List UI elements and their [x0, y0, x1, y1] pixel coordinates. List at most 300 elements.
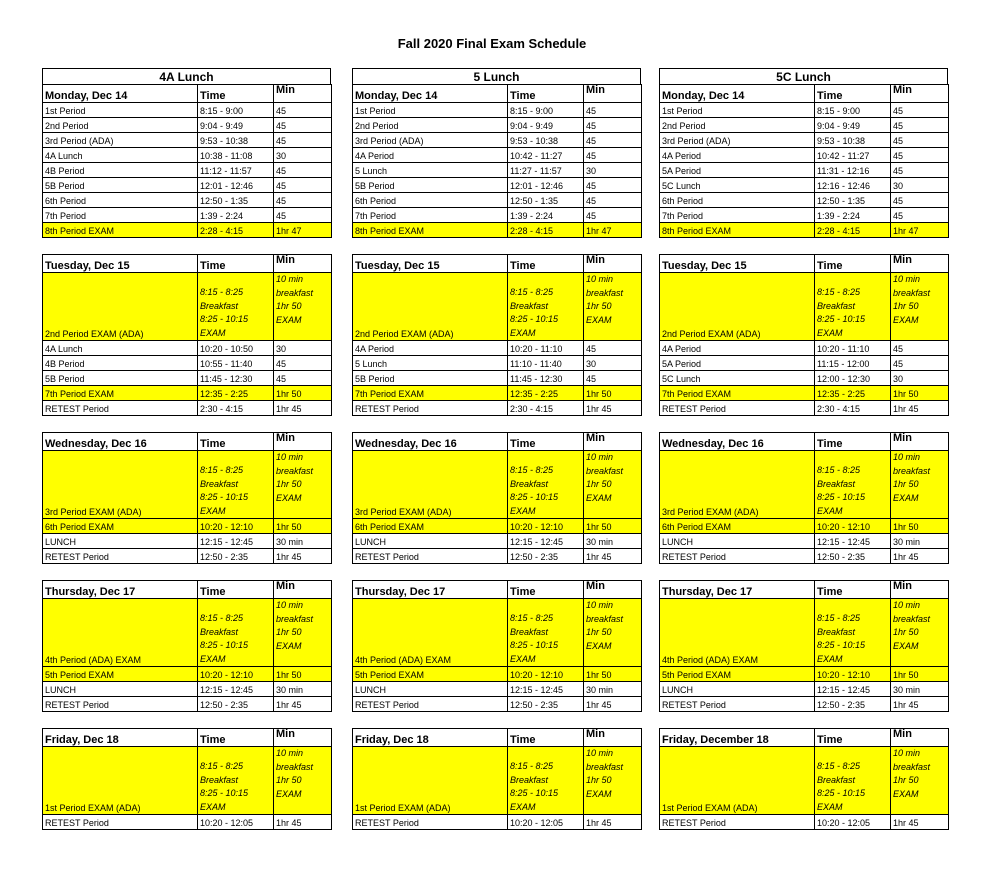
- period-time: 2:30 - 4:15: [815, 401, 891, 416]
- period-name: 5B Period: [43, 178, 198, 193]
- period-name: 3rd Period (ADA): [43, 133, 198, 148]
- table-row: [43, 534, 332, 549]
- time-column-label: Time: [198, 433, 274, 451]
- exam-minutes: 10 min breakfast 1hr 50 EXAM: [584, 273, 642, 341]
- day-header-row: [353, 85, 642, 103]
- min-column-label: Min: [274, 729, 332, 747]
- period-time: 12:15 - 12:45: [198, 682, 274, 697]
- period-time: 10:20 - 12:10: [508, 519, 584, 534]
- table-row: [353, 815, 642, 830]
- table-row: [660, 223, 949, 238]
- period-minutes: 45: [584, 118, 642, 133]
- min-column-label: Min: [584, 433, 642, 451]
- period-minutes: 45: [584, 103, 642, 118]
- spacer-cell: [660, 712, 949, 729]
- period-time: 12:15 - 12:45: [198, 534, 274, 549]
- day-header-row: [43, 729, 332, 747]
- day-header-row: [353, 581, 642, 599]
- schedule-5-lunch: [352, 68, 641, 830]
- exam-row: [660, 273, 949, 341]
- period-minutes: 45: [274, 178, 332, 193]
- period-time: 12:50 - 2:35: [508, 549, 584, 564]
- period-minutes: 1hr 45: [274, 549, 332, 564]
- spacer-cell: [660, 564, 949, 581]
- day-label: Thursday, Dec 17: [660, 581, 815, 599]
- period-minutes: 1hr 45: [891, 549, 949, 564]
- min-column-label: Min: [584, 581, 642, 599]
- period-time: 10:20 - 12:05: [815, 815, 891, 830]
- table-row: [660, 682, 949, 697]
- period-name: 7th Period: [660, 208, 815, 223]
- period-minutes: 30 min: [891, 534, 949, 549]
- day-header-row: [660, 581, 949, 599]
- period-time: 10:20 - 12:05: [508, 815, 584, 830]
- period-name: 7th Period: [43, 208, 198, 223]
- exam-time: 8:15 - 8:25 Breakfast 8:25 - 10:15 EXAM: [815, 599, 891, 667]
- period-name: LUNCH: [660, 682, 815, 697]
- period-time: 8:15 - 9:00: [815, 103, 891, 118]
- period-minutes: 45: [274, 103, 332, 118]
- spacer-row: [43, 416, 332, 433]
- min-column-label: Min: [584, 255, 642, 273]
- table-row: [660, 667, 949, 682]
- spacer-row: [43, 238, 332, 255]
- period-minutes: 1hr 47: [274, 223, 332, 238]
- table-row: [353, 103, 642, 118]
- table-row: [353, 341, 642, 356]
- period-name: 4A Period: [660, 341, 815, 356]
- table-row: [43, 386, 332, 401]
- spacer-cell: [43, 564, 332, 581]
- table-row: [353, 163, 642, 178]
- table-row: [353, 133, 642, 148]
- period-time: 10:38 - 11:08: [198, 148, 274, 163]
- period-time: 9:04 - 9:49: [198, 118, 274, 133]
- period-time: 9:53 - 10:38: [815, 133, 891, 148]
- period-name: 5th Period EXAM: [353, 667, 508, 682]
- table-row: [353, 371, 642, 386]
- exam-minutes: 10 min breakfast 1hr 50 EXAM: [274, 747, 332, 815]
- min-column-label: Min: [891, 255, 949, 273]
- period-time: 2:28 - 4:15: [815, 223, 891, 238]
- table-row: [43, 163, 332, 178]
- period-minutes: 30 min: [274, 682, 332, 697]
- period-minutes: 1hr 45: [584, 549, 642, 564]
- spacer-row: [353, 416, 642, 433]
- spacer-cell: [353, 712, 642, 729]
- exam-row: [353, 273, 642, 341]
- exam-minutes: 10 min breakfast 1hr 50 EXAM: [891, 599, 949, 667]
- spacer-cell: [43, 238, 332, 255]
- period-minutes: 1hr 45: [891, 401, 949, 416]
- time-column-label: Time: [198, 85, 274, 103]
- exam-minutes: 10 min breakfast 1hr 50 EXAM: [891, 273, 949, 341]
- period-minutes: 1hr 50: [274, 519, 332, 534]
- period-name: 4A Period: [353, 341, 508, 356]
- schedule-header: 4A Lunch: [42, 68, 331, 84]
- table-row: [660, 401, 949, 416]
- period-name: 2nd Period: [353, 118, 508, 133]
- table-row: [353, 208, 642, 223]
- exam-row: [43, 451, 332, 519]
- table-row: [43, 103, 332, 118]
- spacer-row: [353, 238, 642, 255]
- period-name: RETEST Period: [353, 697, 508, 712]
- period-time: 12:35 - 2:25: [198, 386, 274, 401]
- min-column-label: Min: [584, 729, 642, 747]
- period-name: 5 Lunch: [353, 163, 508, 178]
- day-header-row: [43, 85, 332, 103]
- period-time: 12:15 - 12:45: [508, 534, 584, 549]
- day-label: Monday, Dec 14: [353, 85, 508, 103]
- day-label: Thursday, Dec 17: [43, 581, 198, 599]
- period-time: 11:15 - 12:00: [815, 356, 891, 371]
- exam-period: 4th Period (ADA) EXAM: [660, 599, 815, 667]
- period-time: 12:35 - 2:25: [508, 386, 584, 401]
- table-row: [353, 697, 642, 712]
- day-label: Friday, December 18: [660, 729, 815, 747]
- period-time: 1:39 - 2:24: [815, 208, 891, 223]
- exam-period: 3rd Period EXAM (ADA): [43, 451, 198, 519]
- period-minutes: 45: [584, 133, 642, 148]
- day-header-row: [43, 433, 332, 451]
- period-minutes: 30: [584, 356, 642, 371]
- period-name: RETEST Period: [660, 401, 815, 416]
- period-time: 2:30 - 4:15: [508, 401, 584, 416]
- period-name: 6th Period: [43, 193, 198, 208]
- period-name: LUNCH: [43, 682, 198, 697]
- period-minutes: 1hr 45: [274, 697, 332, 712]
- spacer-cell: [660, 238, 949, 255]
- spacer-cell: [353, 564, 642, 581]
- period-time: 2:30 - 4:15: [198, 401, 274, 416]
- period-time: 10:42 - 11:27: [508, 148, 584, 163]
- table-row: [353, 223, 642, 238]
- day-label: Tuesday, Dec 15: [43, 255, 198, 273]
- period-name: 2nd Period: [43, 118, 198, 133]
- period-time: 9:53 - 10:38: [508, 133, 584, 148]
- period-time: 12:35 - 2:25: [815, 386, 891, 401]
- exam-time: 8:15 - 8:25 Breakfast 8:25 - 10:15 EXAM: [815, 273, 891, 341]
- period-name: RETEST Period: [660, 815, 815, 830]
- period-time: 11:12 - 11:57: [198, 163, 274, 178]
- table-row: [660, 208, 949, 223]
- period-name: RETEST Period: [43, 815, 198, 830]
- period-minutes: 30: [274, 148, 332, 163]
- exam-minutes: 10 min breakfast 1hr 50 EXAM: [891, 451, 949, 519]
- table-row: [660, 386, 949, 401]
- period-time: 10:20 - 12:10: [815, 667, 891, 682]
- period-time: 9:53 - 10:38: [198, 133, 274, 148]
- period-minutes: 1hr 45: [274, 815, 332, 830]
- day-label: Friday, Dec 18: [353, 729, 508, 747]
- exam-time: 8:15 - 8:25 Breakfast 8:25 - 10:15 EXAM: [508, 747, 584, 815]
- table-row: [353, 356, 642, 371]
- period-time: 2:28 - 4:15: [508, 223, 584, 238]
- period-minutes: 45: [891, 193, 949, 208]
- period-name: RETEST Period: [353, 815, 508, 830]
- period-minutes: 1hr 47: [891, 223, 949, 238]
- period-time: 12:50 - 2:35: [815, 697, 891, 712]
- period-name: 5C Lunch: [660, 178, 815, 193]
- period-time: 8:15 - 9:00: [198, 103, 274, 118]
- day-label: Tuesday, Dec 15: [660, 255, 815, 273]
- table-row: [660, 178, 949, 193]
- table-row: [660, 133, 949, 148]
- time-column-label: Time: [198, 255, 274, 273]
- period-name: 5B Period: [353, 371, 508, 386]
- day-label: Tuesday, Dec 15: [353, 255, 508, 273]
- table-row: [43, 193, 332, 208]
- table-row: [353, 178, 642, 193]
- table-row: [660, 163, 949, 178]
- table-row: [353, 549, 642, 564]
- exam-minutes: 10 min breakfast 1hr 50 EXAM: [274, 451, 332, 519]
- period-name: 6th Period EXAM: [353, 519, 508, 534]
- table-row: [43, 401, 332, 416]
- period-minutes: 45: [891, 356, 949, 371]
- time-column-label: Time: [508, 729, 584, 747]
- exam-time: 8:15 - 8:25 Breakfast 8:25 - 10:15 EXAM: [198, 599, 274, 667]
- min-column-label: Min: [891, 433, 949, 451]
- period-time: 11:31 - 12:16: [815, 163, 891, 178]
- table-row: [43, 356, 332, 371]
- period-name: 4A Lunch: [43, 148, 198, 163]
- period-name: 7th Period EXAM: [43, 386, 198, 401]
- period-minutes: 1hr 50: [891, 667, 949, 682]
- exam-time: 8:15 - 8:25 Breakfast 8:25 - 10:15 EXAM: [815, 451, 891, 519]
- period-minutes: 1hr 50: [584, 386, 642, 401]
- exam-row: [353, 451, 642, 519]
- table-row: [353, 519, 642, 534]
- schedule-header: 5C Lunch: [659, 68, 948, 84]
- table-row: [660, 549, 949, 564]
- table-row: [43, 148, 332, 163]
- time-column-label: Time: [815, 581, 891, 599]
- exam-time: 8:15 - 8:25 Breakfast 8:25 - 10:15 EXAM: [815, 747, 891, 815]
- day-header-row: [353, 255, 642, 273]
- exam-row: [43, 273, 332, 341]
- time-column-label: Time: [508, 255, 584, 273]
- time-column-label: Time: [815, 85, 891, 103]
- period-minutes: 45: [584, 371, 642, 386]
- table-row: [660, 534, 949, 549]
- period-name: RETEST Period: [43, 549, 198, 564]
- period-minutes: 45: [891, 148, 949, 163]
- period-time: 12:50 - 2:35: [815, 549, 891, 564]
- period-name: 6th Period: [660, 193, 815, 208]
- min-column-label: Min: [891, 581, 949, 599]
- period-time: 10:42 - 11:27: [815, 148, 891, 163]
- exam-time: 8:15 - 8:25 Breakfast 8:25 - 10:15 EXAM: [198, 273, 274, 341]
- min-column-label: Min: [584, 85, 642, 103]
- period-name: 5 Lunch: [353, 356, 508, 371]
- exam-row: [353, 599, 642, 667]
- period-time: 10:55 - 11:40: [198, 356, 274, 371]
- period-time: 12:00 - 12:30: [815, 371, 891, 386]
- table-row: [353, 682, 642, 697]
- period-minutes: 45: [891, 341, 949, 356]
- time-column-label: Time: [815, 729, 891, 747]
- exam-time: 8:15 - 8:25 Breakfast 8:25 - 10:15 EXAM: [508, 599, 584, 667]
- table-row: [660, 815, 949, 830]
- exam-period: 1st Period EXAM (ADA): [353, 747, 508, 815]
- day-label: Monday, Dec 14: [43, 85, 198, 103]
- table-row: [660, 519, 949, 534]
- schedule-table: [659, 84, 949, 830]
- table-row: [660, 193, 949, 208]
- min-column-label: Min: [891, 729, 949, 747]
- period-name: 5th Period EXAM: [660, 667, 815, 682]
- period-time: 12:50 - 1:35: [815, 193, 891, 208]
- spacer-row: [660, 712, 949, 729]
- period-name: 8th Period EXAM: [43, 223, 198, 238]
- schedule-header: 5 Lunch: [352, 68, 641, 84]
- exam-period: 1st Period EXAM (ADA): [660, 747, 815, 815]
- exam-minutes: 10 min breakfast 1hr 50 EXAM: [891, 747, 949, 815]
- day-label: Thursday, Dec 17: [353, 581, 508, 599]
- period-time: 12:01 - 12:46: [198, 178, 274, 193]
- table-row: [353, 193, 642, 208]
- period-minutes: 45: [891, 163, 949, 178]
- period-time: 11:45 - 12:30: [198, 371, 274, 386]
- time-column-label: Time: [198, 729, 274, 747]
- day-label: Wednesday, Dec 16: [353, 433, 508, 451]
- period-time: 12:50 - 2:35: [198, 697, 274, 712]
- period-minutes: 30: [891, 371, 949, 386]
- day-label: Monday, Dec 14: [660, 85, 815, 103]
- period-minutes: 45: [584, 208, 642, 223]
- table-row: [660, 118, 949, 133]
- period-minutes: 45: [584, 178, 642, 193]
- period-name: 5A Period: [660, 356, 815, 371]
- period-time: 11:45 - 12:30: [508, 371, 584, 386]
- min-column-label: Min: [274, 85, 332, 103]
- period-time: 10:20 - 12:10: [815, 519, 891, 534]
- period-minutes: 45: [274, 356, 332, 371]
- period-name: 6th Period EXAM: [660, 519, 815, 534]
- period-name: 5A Period: [660, 163, 815, 178]
- period-minutes: 45: [274, 371, 332, 386]
- period-time: 10:20 - 12:10: [198, 519, 274, 534]
- table-row: [353, 148, 642, 163]
- period-minutes: 45: [891, 133, 949, 148]
- period-name: RETEST Period: [353, 401, 508, 416]
- day-header-row: [43, 581, 332, 599]
- period-time: 10:20 - 11:10: [815, 341, 891, 356]
- exam-time: 8:15 - 8:25 Breakfast 8:25 - 10:15 EXAM: [198, 747, 274, 815]
- exam-period: 1st Period EXAM (ADA): [43, 747, 198, 815]
- table-row: [43, 118, 332, 133]
- period-name: 4A Period: [353, 148, 508, 163]
- spacer-cell: [43, 712, 332, 729]
- time-column-label: Time: [815, 255, 891, 273]
- period-time: 10:20 - 12:05: [198, 815, 274, 830]
- period-name: 3rd Period (ADA): [660, 133, 815, 148]
- period-minutes: 45: [584, 341, 642, 356]
- spacer-row: [353, 712, 642, 729]
- time-column-label: Time: [508, 433, 584, 451]
- day-header-row: [660, 85, 949, 103]
- period-minutes: 1hr 50: [584, 667, 642, 682]
- time-column-label: Time: [508, 581, 584, 599]
- day-header-row: [43, 255, 332, 273]
- exam-row: [660, 747, 949, 815]
- exam-minutes: 10 min breakfast 1hr 50 EXAM: [584, 747, 642, 815]
- period-name: RETEST Period: [43, 401, 198, 416]
- period-name: 8th Period EXAM: [660, 223, 815, 238]
- period-time: 1:39 - 2:24: [198, 208, 274, 223]
- schedule-table: [352, 84, 642, 830]
- period-name: RETEST Period: [660, 549, 815, 564]
- period-name: 4B Period: [43, 163, 198, 178]
- period-time: 12:15 - 12:45: [815, 682, 891, 697]
- day-header-row: [660, 729, 949, 747]
- period-minutes: 30 min: [584, 682, 642, 697]
- day-header-row: [353, 433, 642, 451]
- period-minutes: 1hr 45: [584, 815, 642, 830]
- spacer-row: [353, 564, 642, 581]
- period-minutes: 1hr 50: [274, 386, 332, 401]
- table-row: [660, 371, 949, 386]
- period-time: 12:50 - 2:35: [198, 549, 274, 564]
- period-time: 12:01 - 12:46: [508, 178, 584, 193]
- table-row: [43, 341, 332, 356]
- table-row: [43, 223, 332, 238]
- period-time: 1:39 - 2:24: [508, 208, 584, 223]
- table-row: [353, 667, 642, 682]
- table-row: [660, 356, 949, 371]
- time-column-label: Time: [198, 581, 274, 599]
- table-row: [43, 208, 332, 223]
- period-time: 10:20 - 11:10: [508, 341, 584, 356]
- spacer-row: [43, 564, 332, 581]
- day-label: Wednesday, Dec 16: [660, 433, 815, 451]
- period-time: 2:28 - 4:15: [198, 223, 274, 238]
- period-name: LUNCH: [43, 534, 198, 549]
- table-row: [353, 386, 642, 401]
- exam-period: 2nd Period EXAM (ADA): [353, 273, 508, 341]
- period-minutes: 30: [584, 163, 642, 178]
- period-time: 11:27 - 11:57: [508, 163, 584, 178]
- table-row: [43, 667, 332, 682]
- min-column-label: Min: [274, 255, 332, 273]
- period-minutes: 1hr 45: [584, 697, 642, 712]
- exam-period: 2nd Period EXAM (ADA): [660, 273, 815, 341]
- period-minutes: 1hr 45: [891, 697, 949, 712]
- exam-row: [660, 451, 949, 519]
- exam-minutes: 10 min breakfast 1hr 50 EXAM: [584, 599, 642, 667]
- schedule-5c-lunch: [659, 68, 948, 830]
- period-name: 4A Lunch: [43, 341, 198, 356]
- period-time: 10:20 - 12:10: [508, 667, 584, 682]
- table-row: [353, 118, 642, 133]
- exam-minutes: 10 min breakfast 1hr 50 EXAM: [274, 599, 332, 667]
- period-name: 1st Period: [353, 103, 508, 118]
- exam-period: 4th Period (ADA) EXAM: [353, 599, 508, 667]
- period-name: 5th Period EXAM: [43, 667, 198, 682]
- period-time: 11:10 - 11:40: [508, 356, 584, 371]
- period-name: RETEST Period: [660, 697, 815, 712]
- period-minutes: 45: [274, 133, 332, 148]
- period-name: 4B Period: [43, 356, 198, 371]
- period-name: 5B Period: [353, 178, 508, 193]
- min-column-label: Min: [891, 85, 949, 103]
- spacer-cell: [353, 238, 642, 255]
- spacer-row: [660, 238, 949, 255]
- period-name: RETEST Period: [353, 549, 508, 564]
- period-minutes: 1hr 50: [584, 519, 642, 534]
